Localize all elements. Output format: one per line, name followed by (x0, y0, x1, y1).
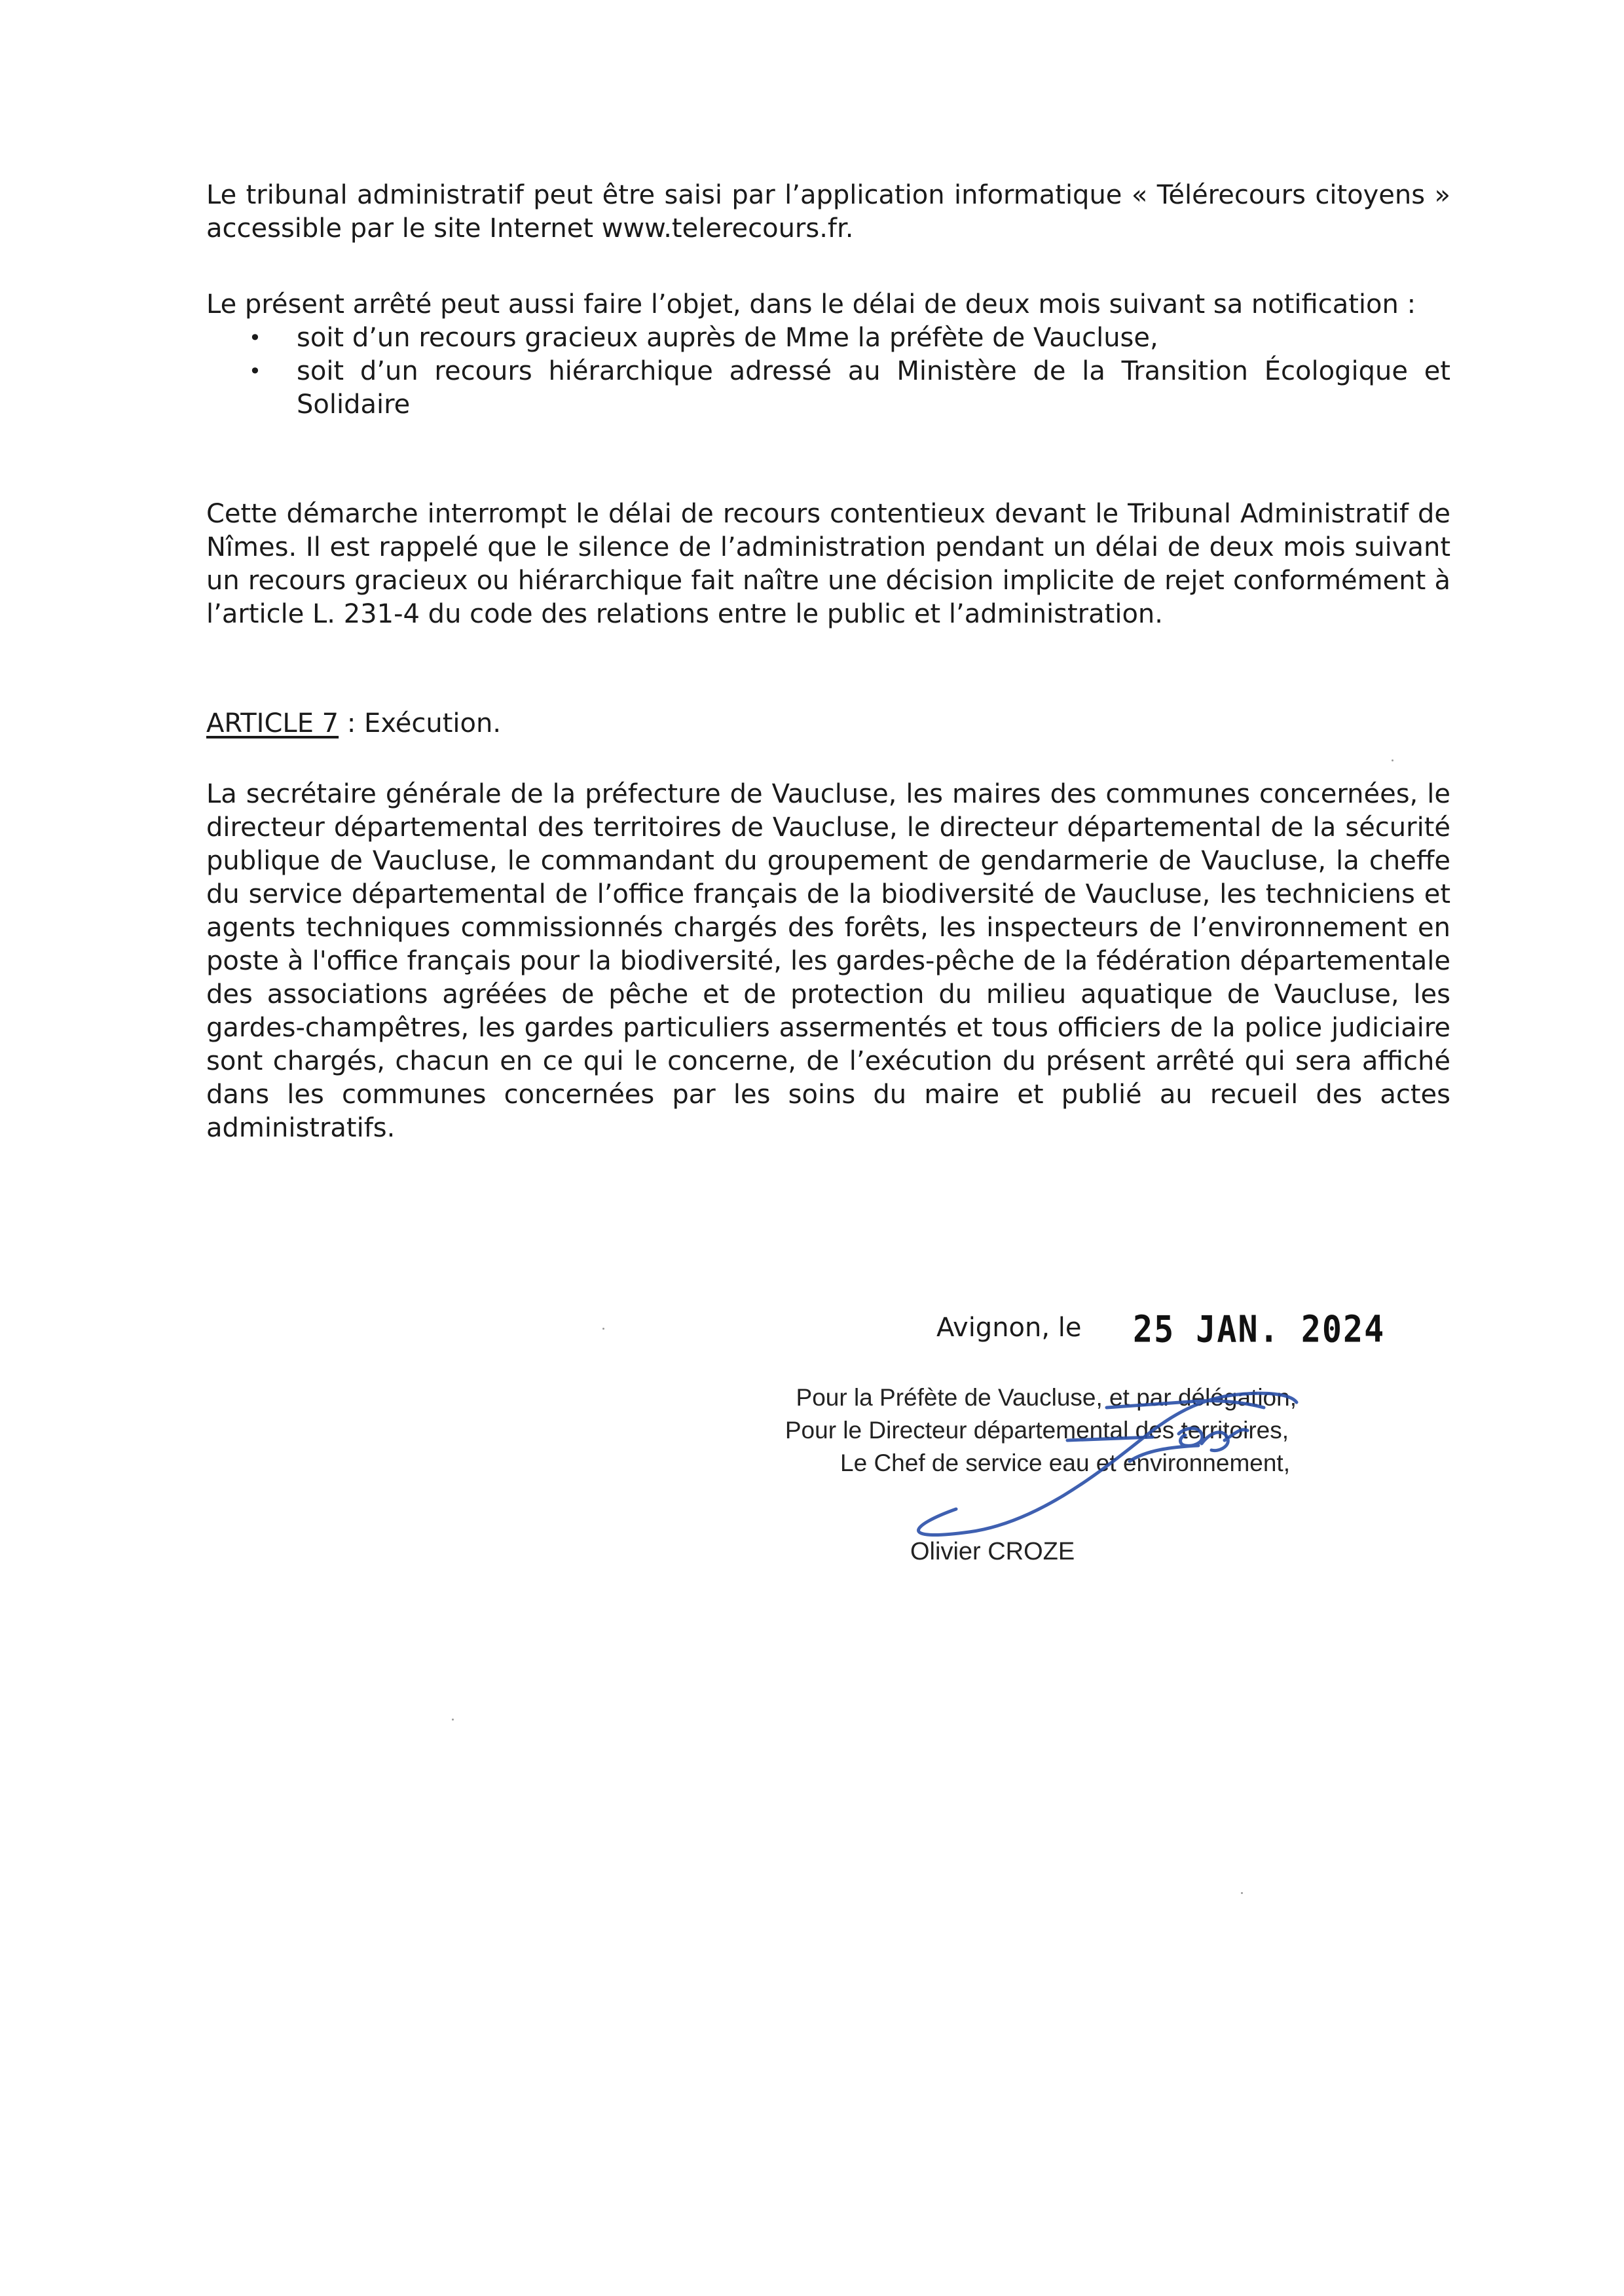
paragraph-recours-options (206, 288, 1450, 422)
paragraph-text: La secrétaire générale de la préfecture de Vaucluse, les maires des communes concernées, le directeur départemental des territoires de Vaucluse, le directeur départemental de la sécurité publique de Vaucluse, le commandant du groupement de gendarmerie de Vaucluse, la cheffe du service départemental de l’office français de la biodiversité de Vaucluse, les techniciens et agents techniques commissionnés chargés des forêts, les inspecteurs de l’environnement en poste à l'office français pour la biodiversité, les gardes-pêche de la fédération départementale des associations agréées de pêche et de protection du milieu aquatique de Vaucluse, les gardes-champêtres, les gardes particuliers assermentés et tous officiers de la police judiciaire sont chargés, chacun en ce qui le concerne, de l’exécution du présent arrêté qui sera affiché dans les communes concernées par les soins du maire et publié au recueil des actes administratifs. (206, 779, 1450, 1143)
scan-speck (1241, 1892, 1243, 1894)
authority-line: Pour le Directeur départemental des territoires, (784, 1417, 1289, 1444)
handwritten-signature (871, 1368, 1329, 1545)
article-label: ARTICLE 7 (206, 708, 339, 738)
scan-speck (1392, 759, 1393, 761)
article-7-body (206, 778, 1450, 1145)
article-title: : Exécution. (339, 708, 502, 738)
authority-line: Le Chef de service eau et environnement, (840, 1449, 1290, 1476)
scan-speck (602, 1328, 604, 1330)
paragraph-text: Le tribunal administratif peut être saisi par l’application informatique « Télérecours citoyens » accessible par le site Internet www.telerecours.fr. (206, 180, 1450, 244)
recours-list (206, 321, 1450, 422)
date-stamp: 25 JAN. 2024 (1133, 1308, 1386, 1351)
paragraph-demarche (206, 498, 1450, 631)
list-item-text: soit d’un recours gracieux auprès de Mme la préfète de Vaucluse, (297, 323, 1158, 353)
article-7-heading (206, 707, 501, 740)
list-item (206, 355, 1450, 422)
list-item (206, 321, 1450, 355)
signature-place: Avignon, le (936, 1313, 1082, 1343)
signatory-name: Olivier CROZE (910, 1538, 1075, 1565)
paragraph-text: Cette démarche interrompt le délai de recours contentieux devant le Tribunal Administratif de Nîmes. Il est rappelé que le silence de l’administration pendant un délai de deux mois suivant un recours gracieux ou hiérarchique fait naître une décision implicite de rejet conformément à l’article L. 231-4 du code des relations entre le public et l’administration. (206, 499, 1450, 629)
paragraph-telerecours (206, 179, 1450, 246)
scan-speck (452, 1719, 454, 1721)
paragraph-text: Le présent arrêté peut aussi faire l’objet, dans le délai de deux mois suivant sa notification : (206, 289, 1416, 319)
list-item-text: soit d’un recours hiérarchique adressé au Ministère de la Transition Écologique et Solidaire (297, 356, 1450, 420)
bullet-icon: • (249, 325, 261, 350)
authority-line: Pour la Préfète de Vaucluse, et par délégation, (796, 1384, 1297, 1411)
bullet-icon: • (249, 359, 261, 384)
